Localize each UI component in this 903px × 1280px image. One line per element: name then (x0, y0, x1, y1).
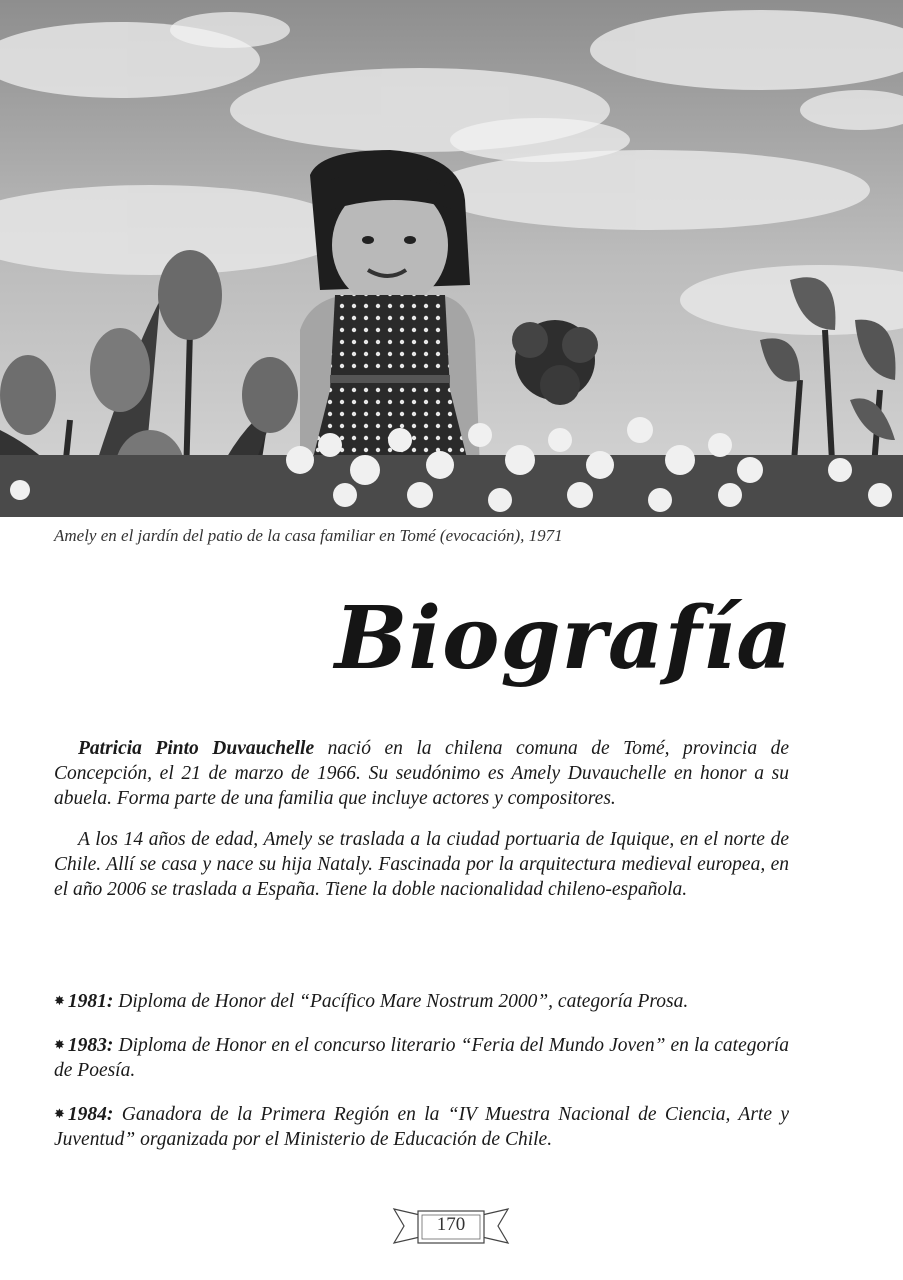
girl-figure (300, 150, 480, 470)
award-text: Ganadora de la Primera Región en la “IV Muestra Nacional de Ciencia, Arte y Juventud” organizada por el Ministerio de Educación de Chile. (54, 1104, 789, 1150)
award-text: Diploma de Honor en el concurso literario “Feria del Mundo Joven” en la categoría de Poesía. (54, 1035, 789, 1081)
photo-image (0, 0, 903, 517)
award-text: Diploma de Honor del “Pacífico Mare Nostrum 2000”, categoría Prosa. (113, 991, 689, 1012)
asterisk-bullet-icon: ✸ (54, 993, 65, 1008)
award-year: 1983: (67, 1035, 114, 1056)
biography-text (54, 736, 789, 918)
paragraph-text: A los 14 años de edad, Amely se traslada a la ciudad portuaria de Iquique, en el norte de Chile. Allí se casa y nace su hija Nataly. Fascinada por la arquitectura medieval europea, en el año 2006 se traslada a España. Tiene la doble nacionalidad chileno-española. (54, 829, 789, 900)
award-year: 1984: (67, 1104, 114, 1125)
page-title: Biografía (334, 588, 793, 689)
garden-photo (0, 0, 903, 517)
paragraph-text: nació en la chilena comuna de Tomé, provincia de Concepción, el 21 de marzo de 1966. Su seudónimo es Amely Duvauchelle en honor a su abuela. Forma parte de una familia que incluye actores y compositores. (54, 738, 789, 809)
award-item (54, 988, 789, 1014)
awards-list (54, 988, 789, 1170)
award-year: 1981: (67, 991, 114, 1012)
award-item (54, 1101, 789, 1152)
paragraph (54, 736, 789, 811)
asterisk-bullet-icon: ✸ (54, 1037, 65, 1052)
page-number-ribbon (392, 1203, 510, 1249)
paragraph (54, 827, 789, 902)
author-name: Patricia Pinto Duvauchelle (78, 738, 315, 759)
asterisk-bullet-icon: ✸ (54, 1106, 65, 1121)
award-item (54, 1032, 789, 1083)
page-number: 170 (436, 1214, 466, 1235)
photo-caption: Amely en el jardín del patio de la casa familiar en Tomé (evocación), 1971 (54, 526, 563, 545)
